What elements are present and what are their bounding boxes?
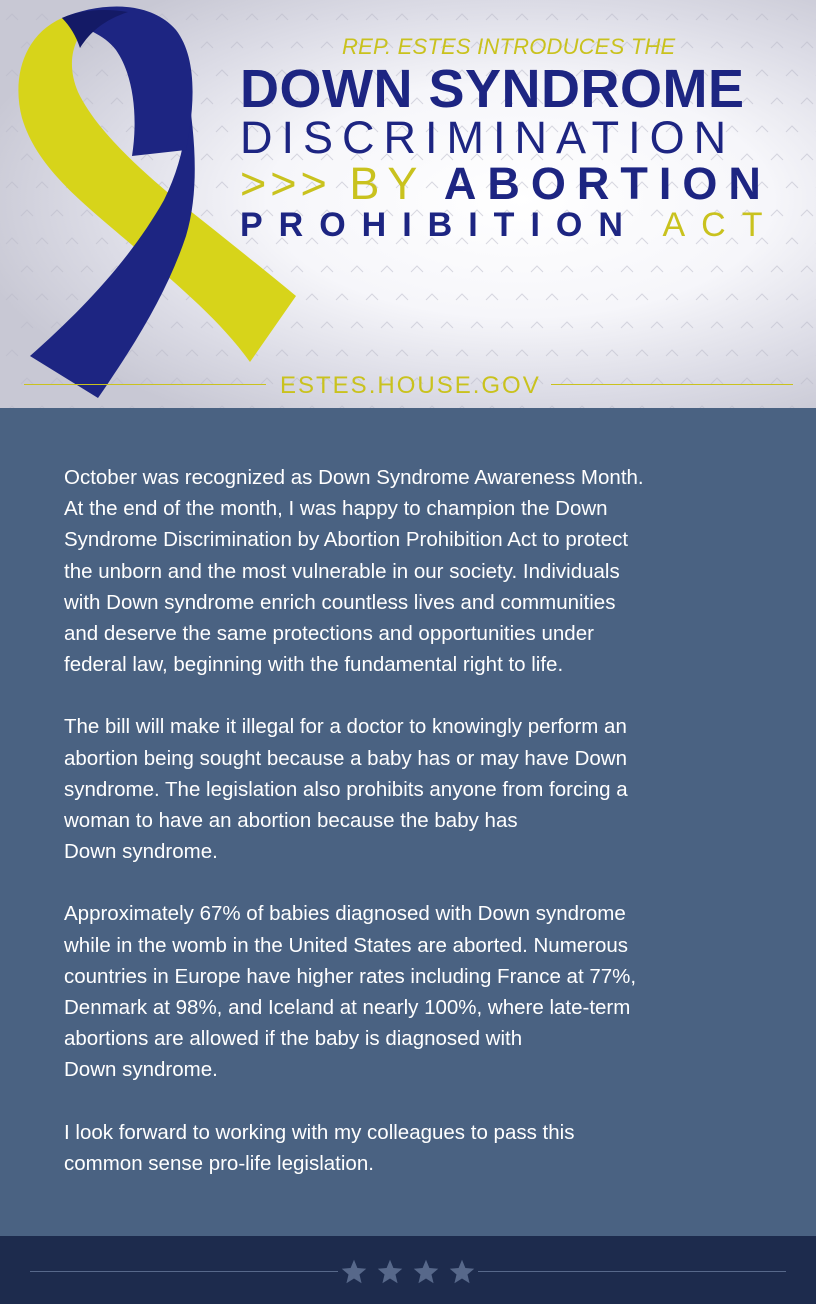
star-icon [412, 1258, 440, 1286]
title-by: BY [349, 158, 426, 209]
header-banner [0, 0, 816, 408]
paragraph-line: Denmark at 98%, and Iceland at nearly 100%, where late-term [64, 996, 631, 1020]
title-act: ACT [662, 206, 779, 244]
paragraph-line: with Down syndrome enrich countless lives and communities [64, 590, 616, 614]
title-prohibition-act [240, 206, 778, 245]
website-rule-left [24, 384, 266, 385]
star-icon [448, 1258, 476, 1286]
footer-bar [0, 1236, 816, 1304]
paragraph-line: the unborn and the most vulnerable in our society. Individuals [64, 559, 620, 583]
title-arrows: >>> [240, 158, 331, 209]
body-paragraph-1 [64, 462, 754, 680]
paragraph-line: abortion being sought because a baby has or may have Down [64, 746, 627, 770]
paragraph-line: At the end of the month, I was happy to champion the Down [64, 497, 608, 521]
paragraph-line: countries in Europe have higher rates including France at 77%, [64, 964, 637, 988]
title-by-abortion [240, 158, 772, 210]
title-abortion: ABORTION [443, 158, 772, 209]
paragraph-line: Down syndrome. [64, 840, 218, 864]
paragraph-line: common sense pro-life legislation. [64, 1151, 374, 1175]
star-icon [376, 1258, 404, 1286]
kicker-text: REP. ESTES INTRODUCES THE [342, 34, 676, 59]
body-paragraph-4 [64, 1117, 754, 1179]
title-prohibition: PROHIBITION [240, 206, 639, 244]
paragraph-line: Approximately 67% of babies diagnosed with Down syndrome [64, 902, 626, 926]
body-content [64, 462, 754, 1210]
paragraph-line: Down syndrome. [64, 1058, 218, 1082]
footer-stars [340, 1252, 476, 1292]
body-paragraph-3 [64, 898, 754, 1085]
website-link[interactable]: ESTES.HOUSE.GOV [280, 372, 541, 399]
footer-rule-left [30, 1271, 338, 1272]
title-discrimination: DISCRIMINATION [240, 112, 736, 163]
paragraph-line: woman to have an abortion because the baby has [64, 809, 518, 833]
paragraph-line: federal law, beginning with the fundamental right to life. [64, 653, 564, 677]
star-icon [340, 1258, 368, 1286]
paragraph-line: abortions are allowed if the baby is diagnosed with [64, 1027, 523, 1051]
paragraph-line: and deserve the same protections and opportunities under [64, 622, 594, 646]
paragraph-line: I look forward to working with my colleagues to pass this [64, 1120, 575, 1144]
paragraph-line: The bill will make it illegal for a doctor to knowingly perform an [64, 715, 627, 739]
paragraph-line: October was recognized as Down Syndrome Awareness Month. [64, 466, 644, 489]
paragraph-line: Syndrome Discrimination by Abortion Prohibition Act to protect [64, 528, 629, 552]
paragraph-line: while in the womb in the United States are aborted. Numerous [64, 933, 629, 957]
body-paragraph-2 [64, 711, 754, 867]
website-rule-right [551, 384, 793, 385]
footer-rule-right [478, 1271, 786, 1272]
paragraph-line: syndrome. The legislation also prohibits anyone from forcing a [64, 777, 628, 801]
title-down-syndrome: DOWN SYNDROME [240, 59, 745, 119]
